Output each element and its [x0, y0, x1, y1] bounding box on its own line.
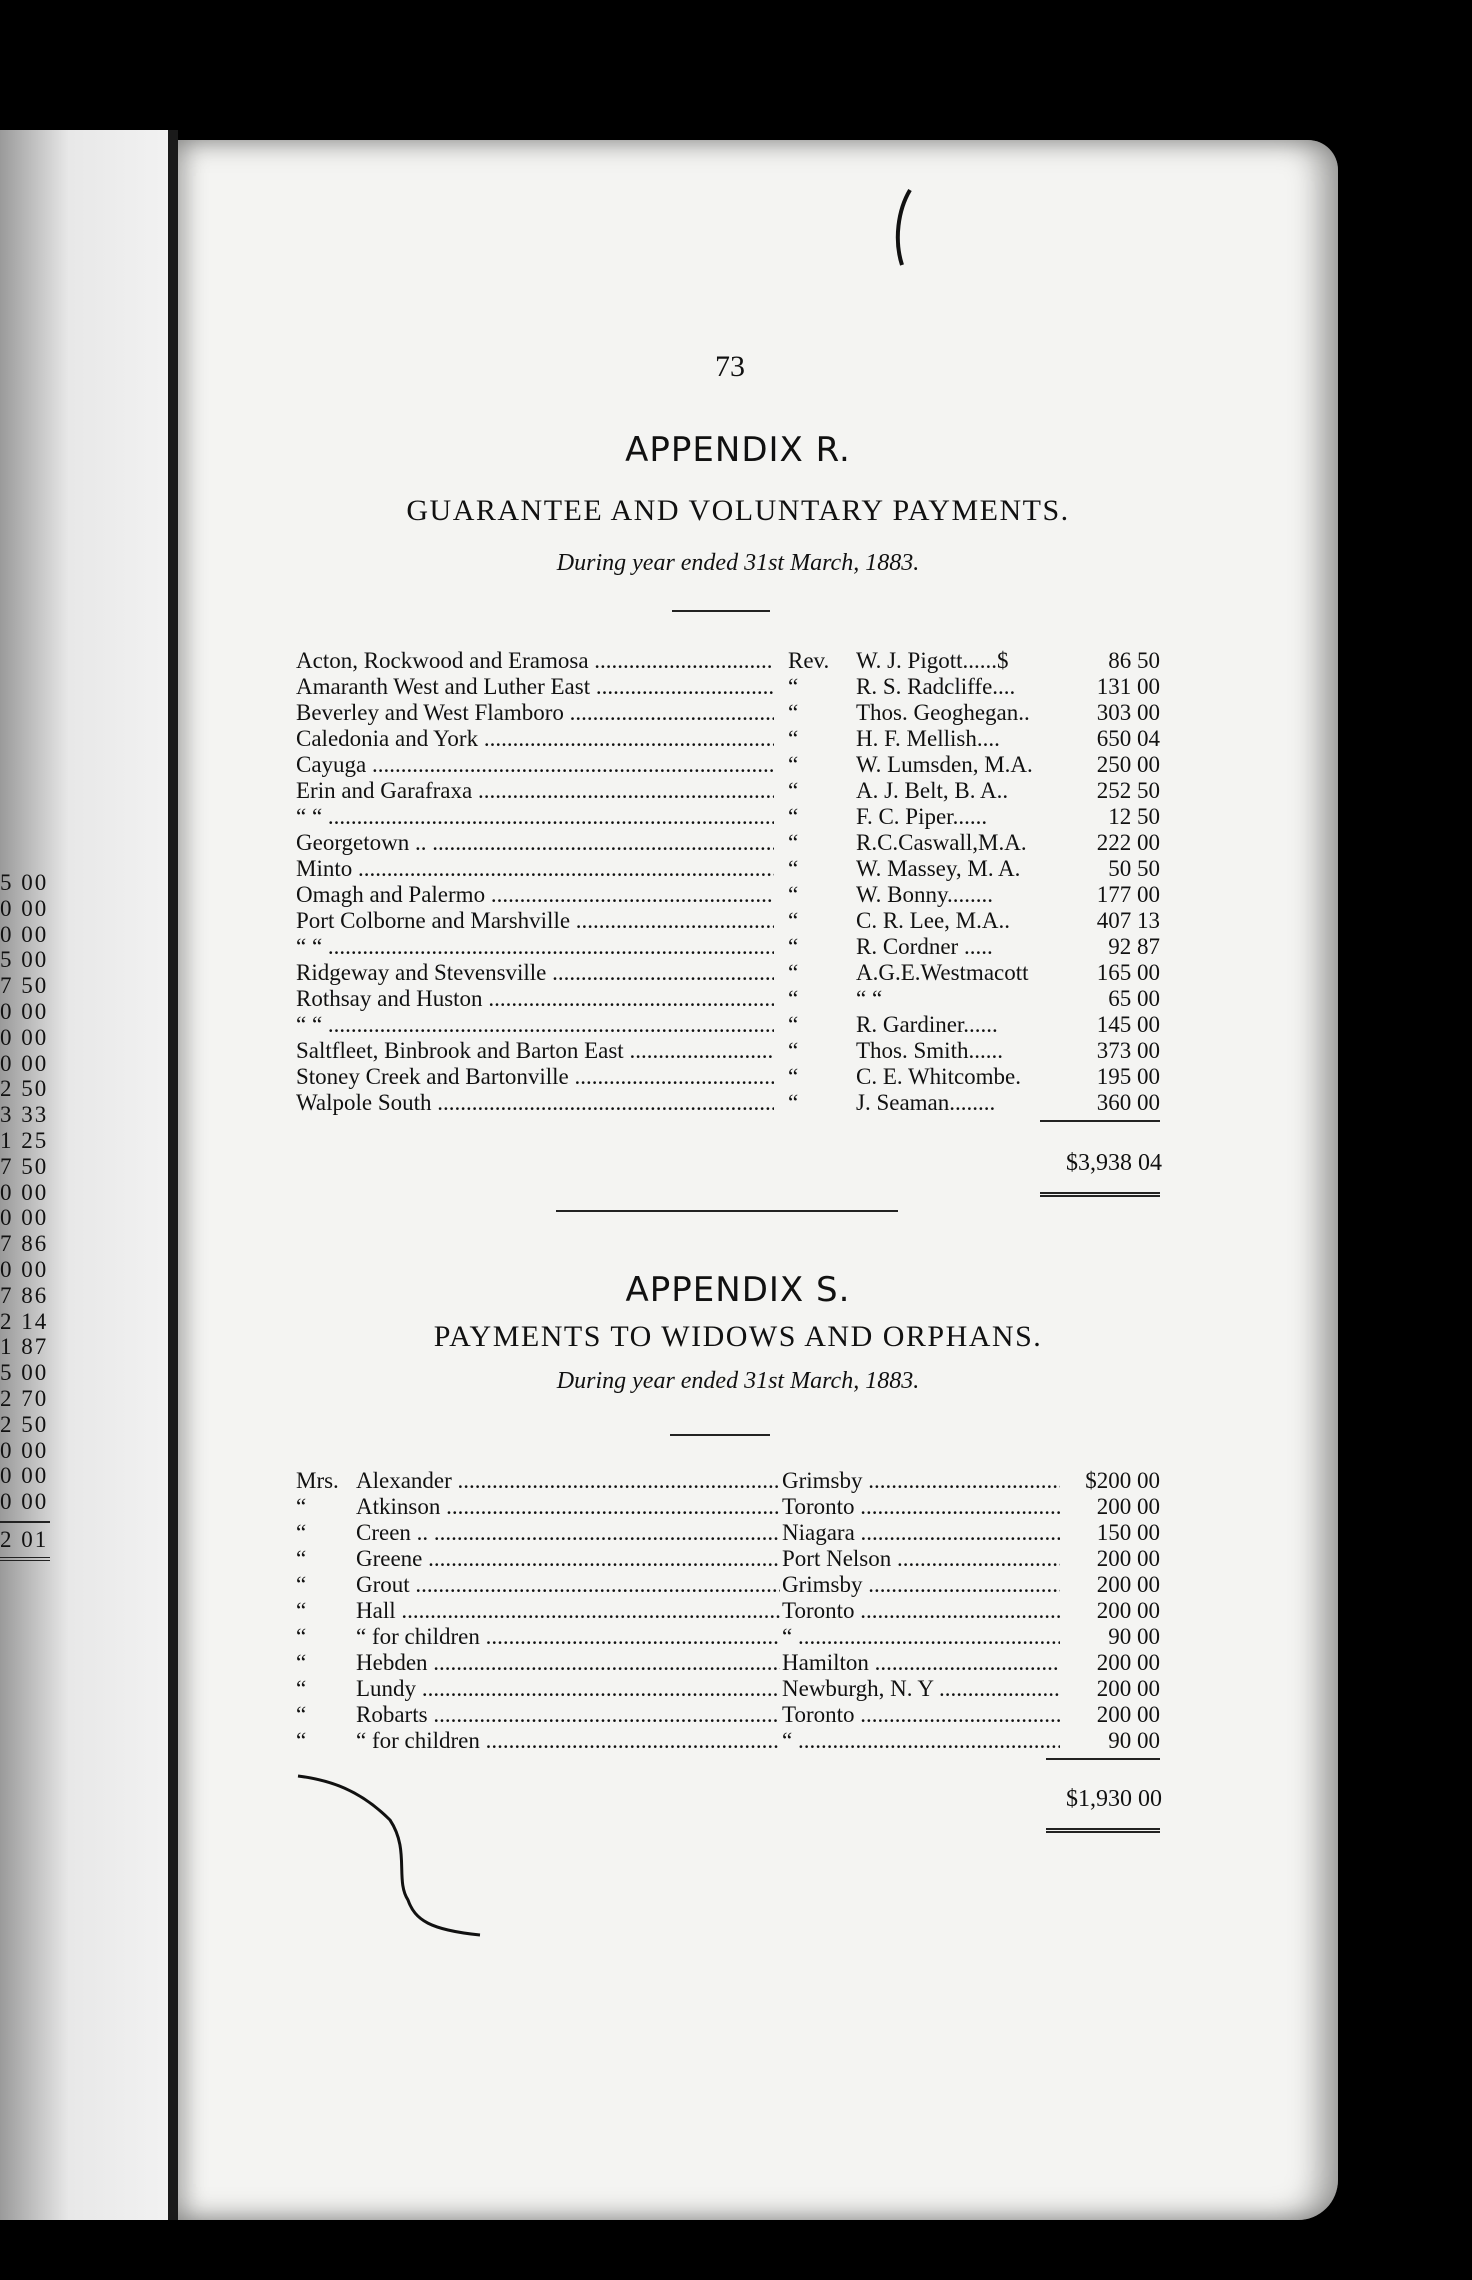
amount-cell: 195 00 [1096, 1064, 1160, 1089]
prefix-cell: “ [788, 1064, 799, 1089]
amount-cell: 252 50 [1096, 778, 1160, 803]
left-page-total: 2 01 [0, 1526, 49, 1552]
place-cell: Niagara ..... [782, 1520, 1060, 1546]
prefix-cell: “ [788, 830, 799, 855]
prefix-cell: “ [788, 674, 799, 699]
prefix-cell: “ [296, 1702, 307, 1727]
place-cell: Port Colborne and Marshville ..... [296, 908, 774, 934]
left-page-value: 0 00 [0, 895, 49, 921]
prefix-cell: “ [296, 1676, 307, 1701]
left-page-value: 2 50 [0, 1411, 49, 1437]
amount-cell: 86 50 [1108, 648, 1160, 673]
minister-cell: Thos. Smith...... [856, 1038, 1003, 1063]
place-cell: “ ..... [782, 1624, 1060, 1650]
appendix-r-subtitle: GUARANTEE AND VOLUNTARY PAYMENTS. [406, 494, 1070, 527]
amount-cell: 200 00 [1096, 1676, 1160, 1701]
place-cell: Grimsby ..... [782, 1468, 1060, 1494]
place-cell: “ ..... [782, 1728, 1060, 1754]
page-number: 73 [715, 350, 745, 383]
appendix-r-total-double-rule [1040, 1192, 1160, 1197]
amount-cell: 360 00 [1096, 1090, 1160, 1115]
minister-cell: R.C.Caswall,M.A. [856, 830, 1027, 855]
place-cell: Toronto ..... [782, 1598, 1060, 1624]
prefix-cell: “ [788, 726, 799, 751]
left-page-value: 7 86 [0, 1231, 49, 1257]
prefix-cell: “ [788, 752, 799, 777]
prefix-cell: “ [296, 1598, 307, 1623]
appendix-r-title: APPENDIX R. [625, 430, 851, 470]
left-page-column [0, 870, 60, 1561]
left-page-value: 7 50 [0, 1153, 49, 1179]
name-cell: Lundy ..... [356, 1676, 780, 1702]
place-cell: Cayuga ..... [296, 752, 774, 778]
prefix-cell: “ [296, 1650, 307, 1675]
prefix-cell: “ [788, 804, 799, 829]
place-cell: Amaranth West and Luther East ..... [296, 674, 774, 700]
name-cell: Greene ..... [356, 1546, 780, 1572]
left-page-value: 2 14 [0, 1308, 49, 1334]
name-cell: Hall ..... [356, 1598, 780, 1624]
amount-cell: 165 00 [1096, 960, 1160, 985]
left-page-double-rule [0, 1557, 50, 1561]
prefix-cell: “ [296, 1494, 307, 1519]
amount-cell: 407 13 [1096, 908, 1160, 933]
amount-cell: 145 00 [1096, 1012, 1160, 1037]
prefix-cell: “ [296, 1624, 307, 1649]
minister-cell: J. Seaman........ [856, 1090, 996, 1115]
minister-cell: W. Bonny........ [856, 882, 993, 907]
place-cell: Erin and Garafraxa ..... [296, 778, 774, 804]
place-cell: Saltfleet, Binbrook and Barton East ..... [296, 1038, 774, 1064]
book-gutter [168, 130, 178, 2220]
prefix-cell: “ [296, 1520, 307, 1545]
prefix-cell: “ [788, 856, 799, 881]
prefix-cell: “ [788, 1038, 799, 1063]
appendix-s-period: During year ended 31st March, 1883. [556, 1368, 920, 1394]
place-cell: “ “ ..... [296, 804, 774, 830]
minister-cell: A.G.E.Westmacott [856, 960, 1029, 985]
minister-cell: H. F. Mellish.... [856, 726, 1000, 751]
left-page-value: 0 00 [0, 998, 49, 1024]
place-cell: Newburgh, N. Y ..... [782, 1676, 1060, 1702]
place-cell: Rothsay and Huston ..... [296, 986, 774, 1012]
amount-cell: 12 50 [1108, 804, 1160, 829]
appendix-r-period: During year ended 31st March, 1883. [556, 550, 920, 576]
amount-cell: 200 00 [1096, 1494, 1160, 1519]
appendix-r-short-rule [672, 610, 770, 612]
left-page-value: 0 00 [0, 1050, 49, 1076]
left-page-value: 5 00 [0, 947, 49, 973]
left-page-sum-rule [0, 1521, 50, 1523]
minister-cell: C. R. Lee, M.A.. [856, 908, 1010, 933]
prefix-cell: Mrs. [296, 1468, 339, 1493]
prefix-cell: “ [788, 934, 799, 959]
name-cell: “ for children ..... [356, 1624, 780, 1650]
left-page-value: 2 50 [0, 1076, 49, 1102]
left-page [0, 130, 172, 2220]
prefix-cell: “ [788, 1090, 799, 1115]
left-page-value: 5 00 [0, 870, 49, 895]
prefix-cell: “ [296, 1572, 307, 1597]
appendix-r-total: $3,938 04 [1066, 1150, 1162, 1176]
left-page-value: 1 25 [0, 1127, 49, 1153]
place-cell: Toronto ..... [782, 1494, 1060, 1520]
name-cell: “ for children ..... [356, 1728, 780, 1754]
pen-mark-bottom [290, 1770, 490, 1950]
prefix-cell: Rev. [788, 648, 830, 673]
name-cell: Robarts ..... [356, 1702, 780, 1728]
name-cell: Alexander ..... [356, 1468, 780, 1494]
left-page-value: 0 00 [0, 1024, 49, 1050]
left-page-value: 0 00 [0, 1256, 49, 1282]
prefix-cell: “ [296, 1546, 307, 1571]
amount-cell: 250 00 [1096, 752, 1160, 777]
section-divider [556, 1210, 898, 1212]
minister-cell: A. J. Belt, B. A.. [856, 778, 1009, 803]
place-cell: Georgetown .. ..... [296, 830, 774, 856]
prefix-cell: “ [788, 986, 799, 1011]
minister-cell: W. Massey, M. A. [856, 856, 1021, 881]
left-page-value: 0 00 [0, 1437, 49, 1463]
pen-mark-top [880, 180, 920, 270]
prefix-cell: “ [788, 882, 799, 907]
minister-cell: W. J. Pigott......$ [856, 648, 1009, 673]
appendix-r-sum-rule [1040, 1120, 1160, 1122]
minister-cell: C. E. Whitcombe. [856, 1064, 1022, 1089]
amount-cell: 90 00 [1108, 1624, 1160, 1649]
amount-cell: 50 50 [1108, 856, 1160, 881]
amount-cell: 200 00 [1096, 1702, 1160, 1727]
left-page-value: 3 33 [0, 1102, 49, 1128]
amount-cell: 303 00 [1096, 700, 1160, 725]
name-cell: Grout ..... [356, 1572, 780, 1598]
amount-cell: 200 00 [1096, 1598, 1160, 1623]
name-cell: Atkinson ..... [356, 1494, 780, 1520]
amount-cell: 150 00 [1096, 1520, 1160, 1545]
place-cell: Omagh and Palermo ..... [296, 882, 774, 908]
amount-cell: 92 87 [1108, 934, 1160, 959]
amount-cell: 200 00 [1096, 1546, 1160, 1571]
appendix-s-title: APPENDIX S. [625, 1270, 851, 1310]
minister-cell: F. C. Piper...... [856, 804, 988, 829]
left-page-value: 2 70 [0, 1385, 49, 1411]
minister-cell: R. S. Radcliffe.... [856, 674, 1016, 699]
place-cell: Walpole South ..... [296, 1090, 774, 1116]
place-cell: “ “ ..... [296, 1012, 774, 1038]
amount-cell: $200 00 [1085, 1468, 1160, 1493]
place-cell: Hamilton ..... [782, 1650, 1060, 1676]
minister-cell: “ “ [856, 986, 883, 1011]
place-cell: Grimsby ..... [782, 1572, 1060, 1598]
place-cell: “ “ ..... [296, 934, 774, 960]
left-page-value: 7 50 [0, 973, 49, 999]
place-cell: Ridgeway and Stevensville ..... [296, 960, 774, 986]
left-page-value: 0 00 [0, 1179, 49, 1205]
prefix-cell: “ [788, 700, 799, 725]
appendix-s-sum-rule [1046, 1758, 1160, 1760]
name-cell: Creen .. ..... [356, 1520, 780, 1546]
amount-cell: 650 04 [1096, 726, 1160, 751]
appendix-s-total-double-rule [1046, 1828, 1160, 1833]
left-page-value: 0 00 [0, 1463, 49, 1489]
amount-cell: 200 00 [1096, 1572, 1160, 1597]
appendix-s-total: $1,930 00 [1066, 1786, 1162, 1812]
place-cell: Caledonia and York ..... [296, 726, 774, 752]
place-cell: Toronto ..... [782, 1702, 1060, 1728]
amount-cell: 65 00 [1108, 986, 1160, 1011]
amount-cell: 131 00 [1096, 674, 1160, 699]
left-page-value: 7 86 [0, 1282, 49, 1308]
prefix-cell: “ [788, 908, 799, 933]
amount-cell: 177 00 [1096, 882, 1160, 907]
minister-cell: R. Cordner ..... [856, 934, 993, 959]
minister-cell: W. Lumsden, M.A. [856, 752, 1033, 777]
place-cell: Minto ..... [296, 856, 774, 882]
left-page-value: 0 00 [0, 1205, 49, 1231]
amount-cell: 222 00 [1096, 830, 1160, 855]
place-cell: Acton, Rockwood and Eramosa ..... [296, 648, 774, 674]
place-cell: Beverley and West Flamboro ..... [296, 700, 774, 726]
prefix-cell: “ [296, 1728, 307, 1753]
amount-cell: 90 00 [1108, 1728, 1160, 1753]
left-page-value: 1 87 [0, 1334, 49, 1360]
amount-cell: 200 00 [1096, 1650, 1160, 1675]
left-page-value: 0 00 [0, 921, 49, 947]
prefix-cell: “ [788, 960, 799, 985]
left-page-value: 0 00 [0, 1489, 49, 1515]
place-cell: Port Nelson ..... [782, 1546, 1060, 1572]
appendix-s-short-rule [670, 1434, 770, 1436]
prefix-cell: “ [788, 1012, 799, 1037]
prefix-cell: “ [788, 778, 799, 803]
minister-cell: R. Gardiner...... [856, 1012, 998, 1037]
name-cell: Hebden ..... [356, 1650, 780, 1676]
appendix-s-subtitle: PAYMENTS TO WIDOWS AND ORPHANS. [433, 1320, 1043, 1353]
minister-cell: Thos. Geoghegan.. [856, 700, 1030, 725]
left-page-value: 5 00 [0, 1360, 49, 1386]
amount-cell: 373 00 [1096, 1038, 1160, 1063]
place-cell: Stoney Creek and Bartonville ..... [296, 1064, 774, 1090]
